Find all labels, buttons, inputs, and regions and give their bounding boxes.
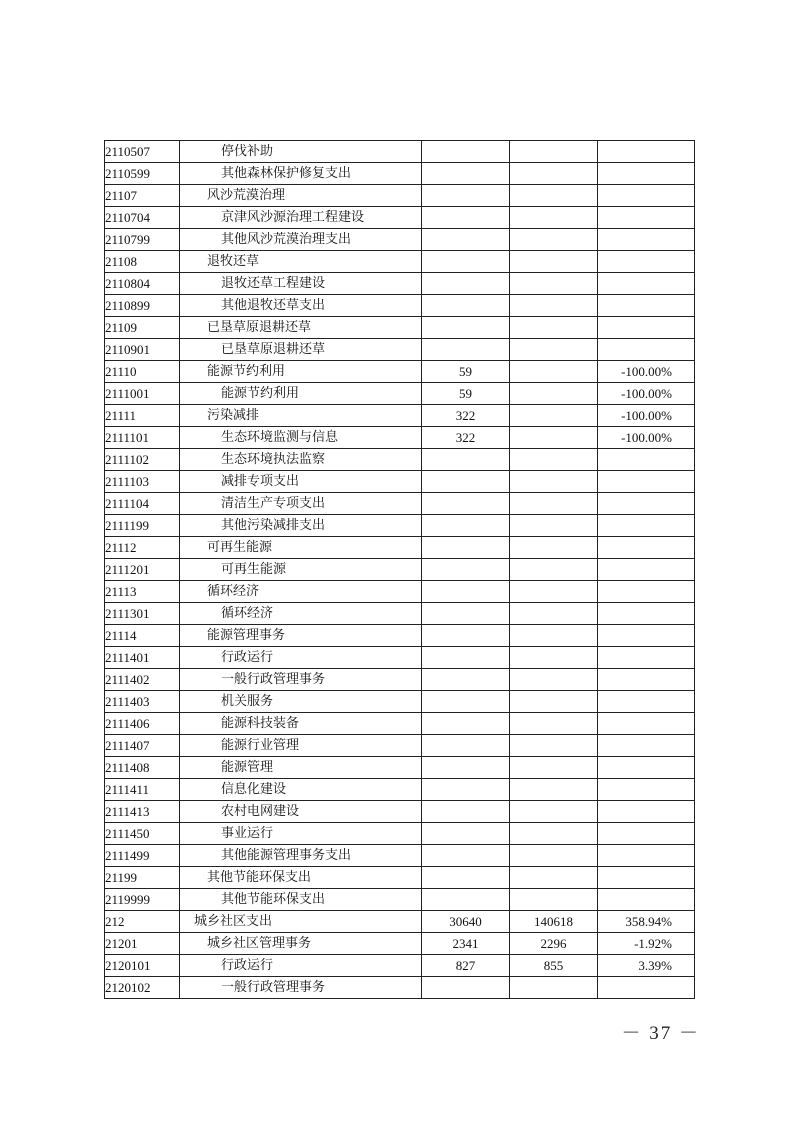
subject-name-cell: 农村电网建设 (180, 801, 422, 823)
current-year-value-cell (510, 361, 598, 383)
subject-code-cell: 21199 (105, 867, 180, 889)
current-year-value-cell (510, 251, 598, 273)
page-number: － 37 － (621, 1023, 700, 1044)
previous-year-value-cell: 322 (422, 427, 510, 449)
subject-name-cell: 污染减排 (180, 405, 422, 427)
previous-year-value-cell: 2341 (422, 933, 510, 955)
subject-code-cell: 2111101 (105, 427, 180, 449)
subject-name-cell: 事业运行 (180, 823, 422, 845)
subject-name-cell: 能源科技装备 (180, 713, 422, 735)
subject-name-cell: 退牧还草工程建设 (180, 273, 422, 295)
current-year-value-cell (510, 449, 598, 471)
change-percent-cell (598, 163, 695, 185)
change-percent-cell: -100.00% (598, 427, 695, 449)
subject-code-cell: 2111407 (105, 735, 180, 757)
change-percent-cell (598, 735, 695, 757)
current-year-value-cell (510, 669, 598, 691)
current-year-value-cell: 2296 (510, 933, 598, 955)
table-row (105, 163, 695, 185)
change-percent-cell (598, 845, 695, 867)
previous-year-value-cell (422, 581, 510, 603)
current-year-value-cell (510, 559, 598, 581)
subject-code-cell: 21107 (105, 185, 180, 207)
table-row (105, 933, 695, 955)
subject-name-cell: 能源管理事务 (180, 625, 422, 647)
current-year-value-cell (510, 735, 598, 757)
previous-year-value-cell (422, 229, 510, 251)
subject-code-cell: 21112 (105, 537, 180, 559)
subject-name-cell: 其他森林保护修复支出 (180, 163, 422, 185)
subject-name-cell: 能源行业管理 (180, 735, 422, 757)
change-percent-cell (598, 757, 695, 779)
current-year-value-cell (510, 383, 598, 405)
previous-year-value-cell (422, 449, 510, 471)
current-year-value-cell: 855 (510, 955, 598, 977)
current-year-value-cell (510, 581, 598, 603)
previous-year-value-cell (422, 515, 510, 537)
subject-name-cell: 已垦草原退耕还草 (180, 339, 422, 361)
table-row (105, 955, 695, 977)
change-percent-cell (598, 801, 695, 823)
current-year-value-cell (510, 779, 598, 801)
subject-name-cell: 一般行政管理事务 (180, 669, 422, 691)
current-year-value-cell (510, 823, 598, 845)
previous-year-value-cell (422, 603, 510, 625)
subject-code-cell: 21110 (105, 361, 180, 383)
previous-year-value-cell (422, 141, 510, 163)
subject-code-cell: 2110599 (105, 163, 180, 185)
current-year-value-cell (510, 471, 598, 493)
table-row (105, 713, 695, 735)
change-percent-cell (598, 669, 695, 691)
subject-name-cell: 城乡社区支出 (180, 911, 422, 933)
table-row (105, 317, 695, 339)
table-row (105, 823, 695, 845)
subject-code-cell: 21113 (105, 581, 180, 603)
change-percent-cell (598, 691, 695, 713)
previous-year-value-cell (422, 625, 510, 647)
previous-year-value-cell (422, 207, 510, 229)
previous-year-value-cell: 827 (422, 955, 510, 977)
previous-year-value-cell (422, 867, 510, 889)
subject-code-cell: 2111403 (105, 691, 180, 713)
change-percent-cell: -100.00% (598, 383, 695, 405)
subject-code-cell: 21108 (105, 251, 180, 273)
subject-code-cell: 2110899 (105, 295, 180, 317)
table-row (105, 691, 695, 713)
previous-year-value-cell (422, 779, 510, 801)
subject-code-cell: 21201 (105, 933, 180, 955)
change-percent-cell (598, 339, 695, 361)
change-percent-cell (598, 977, 695, 999)
current-year-value-cell (510, 427, 598, 449)
previous-year-value-cell (422, 339, 510, 361)
change-percent-cell (598, 603, 695, 625)
subject-name-cell: 城乡社区管理事务 (180, 933, 422, 955)
table-row (105, 185, 695, 207)
subject-code-cell: 212 (105, 911, 180, 933)
current-year-value-cell (510, 845, 598, 867)
current-year-value-cell (510, 163, 598, 185)
change-percent-cell (598, 559, 695, 581)
current-year-value-cell (510, 889, 598, 911)
table-row (105, 559, 695, 581)
table-row (105, 207, 695, 229)
subject-code-cell: 2120102 (105, 977, 180, 999)
change-percent-cell (598, 295, 695, 317)
subject-code-cell: 2119999 (105, 889, 180, 911)
change-percent-cell (598, 867, 695, 889)
previous-year-value-cell (422, 669, 510, 691)
current-year-value-cell (510, 207, 598, 229)
subject-code-cell: 2111411 (105, 779, 180, 801)
subject-name-cell: 其他节能环保支出 (180, 867, 422, 889)
subject-name-cell: 清洁生产专项支出 (180, 493, 422, 515)
change-percent-cell (598, 713, 695, 735)
table-row (105, 515, 695, 537)
previous-year-value-cell (422, 295, 510, 317)
previous-year-value-cell (422, 647, 510, 669)
subject-code-cell: 2111199 (105, 515, 180, 537)
change-percent-cell (598, 229, 695, 251)
current-year-value-cell (510, 977, 598, 999)
previous-year-value-cell (422, 493, 510, 515)
current-year-value-cell (510, 493, 598, 515)
subject-name-cell: 信息化建设 (180, 779, 422, 801)
table-row (105, 295, 695, 317)
current-year-value-cell (510, 625, 598, 647)
subject-name-cell: 循环经济 (180, 581, 422, 603)
current-year-value-cell (510, 273, 598, 295)
subject-name-cell: 可再生能源 (180, 537, 422, 559)
change-percent-cell: -1.92% (598, 933, 695, 955)
previous-year-value-cell (422, 757, 510, 779)
subject-code-cell: 2110804 (105, 273, 180, 295)
subject-code-cell: 2111499 (105, 845, 180, 867)
table-row (105, 581, 695, 603)
table-row (105, 449, 695, 471)
table-row (105, 757, 695, 779)
subject-code-cell: 2110901 (105, 339, 180, 361)
subject-code-cell: 2111413 (105, 801, 180, 823)
previous-year-value-cell: 59 (422, 383, 510, 405)
current-year-value-cell (510, 603, 598, 625)
subject-name-cell: 其他退牧还草支出 (180, 295, 422, 317)
table-row (105, 779, 695, 801)
previous-year-value-cell (422, 273, 510, 295)
table-row (105, 427, 695, 449)
table-row (105, 977, 695, 999)
subject-code-cell: 2120101 (105, 955, 180, 977)
subject-name-cell: 行政运行 (180, 955, 422, 977)
current-year-value-cell (510, 867, 598, 889)
subject-name-cell: 可再生能源 (180, 559, 422, 581)
subject-name-cell: 退牧还草 (180, 251, 422, 273)
table-row (105, 361, 695, 383)
current-year-value-cell (510, 339, 598, 361)
subject-name-cell: 能源节约利用 (180, 361, 422, 383)
subject-name-cell: 其他能源管理事务支出 (180, 845, 422, 867)
subject-code-cell: 2110507 (105, 141, 180, 163)
change-percent-cell: -100.00% (598, 361, 695, 383)
change-percent-cell (598, 493, 695, 515)
table-row (105, 405, 695, 427)
subject-name-cell: 生态环境监测与信息 (180, 427, 422, 449)
table-row (105, 141, 695, 163)
previous-year-value-cell (422, 823, 510, 845)
previous-year-value-cell (422, 801, 510, 823)
previous-year-value-cell (422, 735, 510, 757)
table-row (105, 669, 695, 691)
table-row (105, 493, 695, 515)
previous-year-value-cell: 30640 (422, 911, 510, 933)
table-row (105, 383, 695, 405)
subject-code-cell: 21109 (105, 317, 180, 339)
table-row (105, 625, 695, 647)
subject-name-cell: 减排专项支出 (180, 471, 422, 493)
subject-name-cell: 行政运行 (180, 647, 422, 669)
change-percent-cell: 358.94% (598, 911, 695, 933)
table-row (105, 735, 695, 757)
table-row (105, 911, 695, 933)
current-year-value-cell: 140618 (510, 911, 598, 933)
current-year-value-cell (510, 757, 598, 779)
subject-name-cell: 一般行政管理事务 (180, 977, 422, 999)
current-year-value-cell (510, 141, 598, 163)
change-percent-cell: -100.00% (598, 405, 695, 427)
change-percent-cell (598, 471, 695, 493)
change-percent-cell (598, 823, 695, 845)
subject-code-cell: 2111104 (105, 493, 180, 515)
change-percent-cell (598, 515, 695, 537)
change-percent-cell (598, 889, 695, 911)
subject-code-cell: 2110799 (105, 229, 180, 251)
table-row (105, 801, 695, 823)
subject-code-cell: 21111 (105, 405, 180, 427)
subject-name-cell: 机关服务 (180, 691, 422, 713)
change-percent-cell (598, 581, 695, 603)
current-year-value-cell (510, 515, 598, 537)
subject-name-cell: 其他污染减排支出 (180, 515, 422, 537)
subject-code-cell: 2111402 (105, 669, 180, 691)
subject-code-cell: 2111201 (105, 559, 180, 581)
previous-year-value-cell: 322 (422, 405, 510, 427)
table-row (105, 229, 695, 251)
subject-code-cell: 2110704 (105, 207, 180, 229)
current-year-value-cell (510, 647, 598, 669)
subject-name-cell: 已垦草原退耕还草 (180, 317, 422, 339)
previous-year-value-cell (422, 163, 510, 185)
table-row (105, 889, 695, 911)
current-year-value-cell (510, 295, 598, 317)
previous-year-value-cell (422, 713, 510, 735)
table-row (105, 273, 695, 295)
subject-code-cell: 2111102 (105, 449, 180, 471)
table-row (105, 845, 695, 867)
change-percent-cell (598, 251, 695, 273)
current-year-value-cell (510, 229, 598, 251)
subject-code-cell: 21114 (105, 625, 180, 647)
previous-year-value-cell (422, 185, 510, 207)
previous-year-value-cell (422, 977, 510, 999)
current-year-value-cell (510, 317, 598, 339)
previous-year-value-cell: 59 (422, 361, 510, 383)
table-row (105, 867, 695, 889)
subject-name-cell: 能源管理 (180, 757, 422, 779)
current-year-value-cell (510, 405, 598, 427)
subject-name-cell: 其他风沙荒漠治理支出 (180, 229, 422, 251)
previous-year-value-cell (422, 317, 510, 339)
table-row (105, 537, 695, 559)
change-percent-cell (598, 317, 695, 339)
subject-code-cell: 2111450 (105, 823, 180, 845)
change-percent-cell (598, 537, 695, 559)
previous-year-value-cell (422, 537, 510, 559)
change-percent-cell (598, 273, 695, 295)
change-percent-cell (598, 141, 695, 163)
previous-year-value-cell (422, 251, 510, 273)
current-year-value-cell (510, 691, 598, 713)
table-row (105, 251, 695, 273)
subject-code-cell: 2111408 (105, 757, 180, 779)
previous-year-value-cell (422, 471, 510, 493)
budget-table-body (105, 141, 695, 999)
previous-year-value-cell (422, 845, 510, 867)
subject-code-cell: 2111401 (105, 647, 180, 669)
current-year-value-cell (510, 537, 598, 559)
change-percent-cell (598, 625, 695, 647)
change-percent-cell (598, 449, 695, 471)
change-percent-cell (598, 647, 695, 669)
table-row (105, 603, 695, 625)
subject-name-cell: 能源节约利用 (180, 383, 422, 405)
subject-name-cell: 其他节能环保支出 (180, 889, 422, 911)
change-percent-cell: 3.39% (598, 955, 695, 977)
subject-name-cell: 停伐补助 (180, 141, 422, 163)
current-year-value-cell (510, 801, 598, 823)
subject-code-cell: 2111001 (105, 383, 180, 405)
subject-code-cell: 2111103 (105, 471, 180, 493)
change-percent-cell (598, 185, 695, 207)
current-year-value-cell (510, 185, 598, 207)
subject-name-cell: 循环经济 (180, 603, 422, 625)
table-row (105, 339, 695, 361)
change-percent-cell (598, 779, 695, 801)
subject-name-cell: 风沙荒漠治理 (180, 185, 422, 207)
subject-name-cell: 京津风沙源治理工程建设 (180, 207, 422, 229)
subject-code-cell: 2111301 (105, 603, 180, 625)
change-percent-cell (598, 207, 695, 229)
table-row (105, 471, 695, 493)
previous-year-value-cell (422, 691, 510, 713)
previous-year-value-cell (422, 889, 510, 911)
current-year-value-cell (510, 713, 598, 735)
subject-name-cell: 生态环境执法监察 (180, 449, 422, 471)
table-row (105, 647, 695, 669)
budget-table (104, 140, 695, 999)
previous-year-value-cell (422, 559, 510, 581)
subject-code-cell: 2111406 (105, 713, 180, 735)
